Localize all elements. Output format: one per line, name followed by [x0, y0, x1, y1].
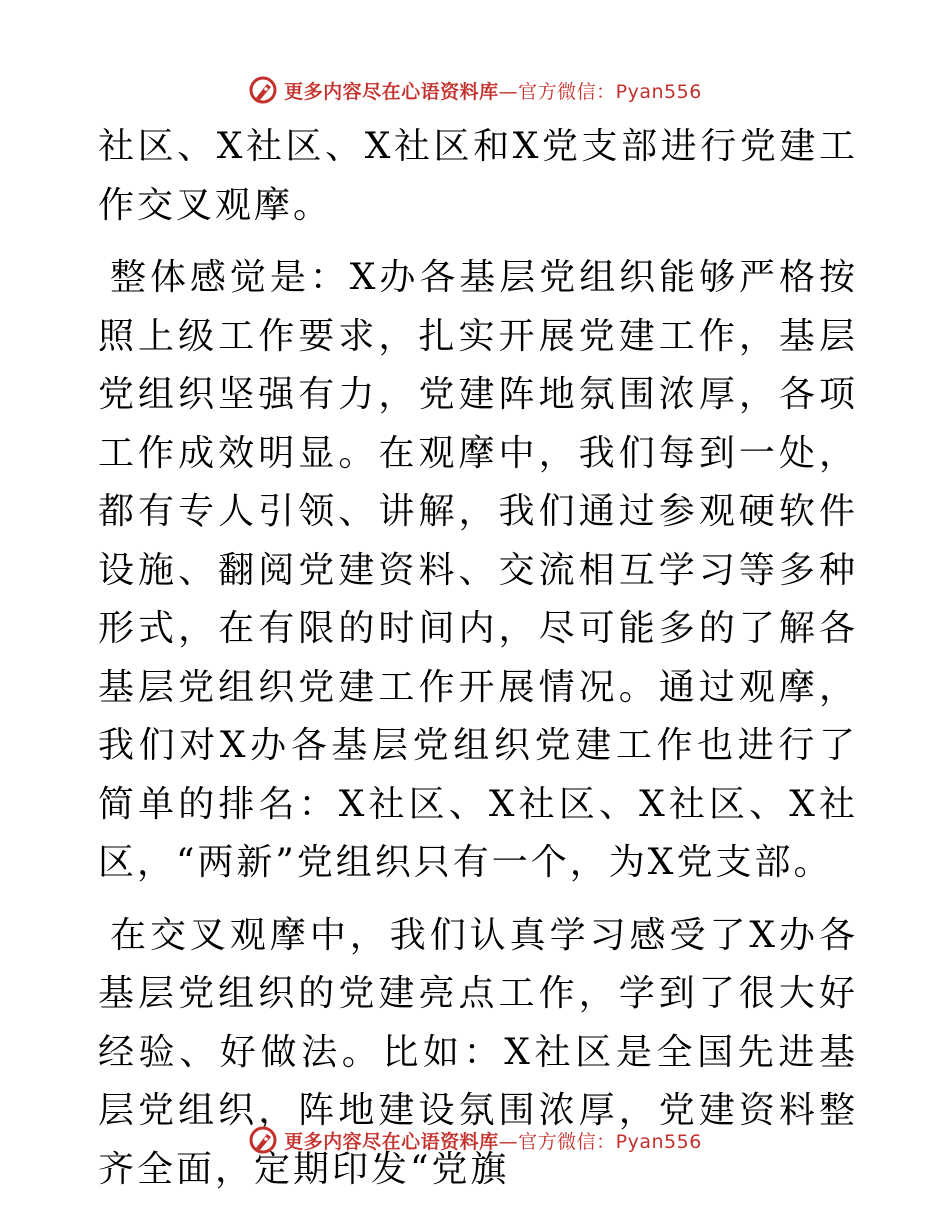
paragraph-1: 社区、X社区、X社区和X党支部进行党建工作交叉观摩。 [98, 126, 858, 226]
pen-nib-circle-icon [248, 1125, 278, 1155]
watermark-brand: 更多内容尽在心语资料库 [284, 1130, 499, 1153]
watermark-separator: — [498, 1130, 519, 1153]
watermark-text [284, 1127, 702, 1154]
paragraph-3: 在交叉观摩中，我们认真学习感受了X办各基层党组织的党建亮点工作，学到了很大好经验、好做法。比如：X社区是全国先进基层党组织，阵地建设氛围浓厚，党建资料整齐全面，定期印发“党旗 [98, 914, 858, 1190]
header-watermark [0, 72, 950, 108]
watermark-text [284, 77, 702, 104]
watermark-brand: 更多内容尽在心语资料库 [284, 80, 499, 103]
document-body [98, 118, 858, 1213]
watermark-separator: — [498, 80, 519, 103]
pen-nib-circle-icon [248, 75, 278, 105]
paragraph-2: 整体感觉是：X办各基层党组织能够严格按照上级工作要求，扎实开展党建工作，基层党组织坚强有力，党建阵地氛围浓厚，各项工作成效明显。在观摩中，我们每到一处，都有专人引领、讲解，我们通过参观硬软件设施、翻阅党建资料、交流相互学习等多种形式，在有限的时间内，尽可能多的了解各基层党组织党建工作开展情况。通过观摩，我们对X办各基层党组织党建工作也进行了简单的排名：X社区、X社区、X社区、X社区，“两新”党组织只有一个，为X党支部。 [98, 257, 858, 883]
footer-watermark [0, 1122, 950, 1158]
watermark-wechat: 官方微信：Pyan556 [518, 80, 702, 103]
watermark-wechat: 官方微信：Pyan556 [518, 1130, 702, 1153]
